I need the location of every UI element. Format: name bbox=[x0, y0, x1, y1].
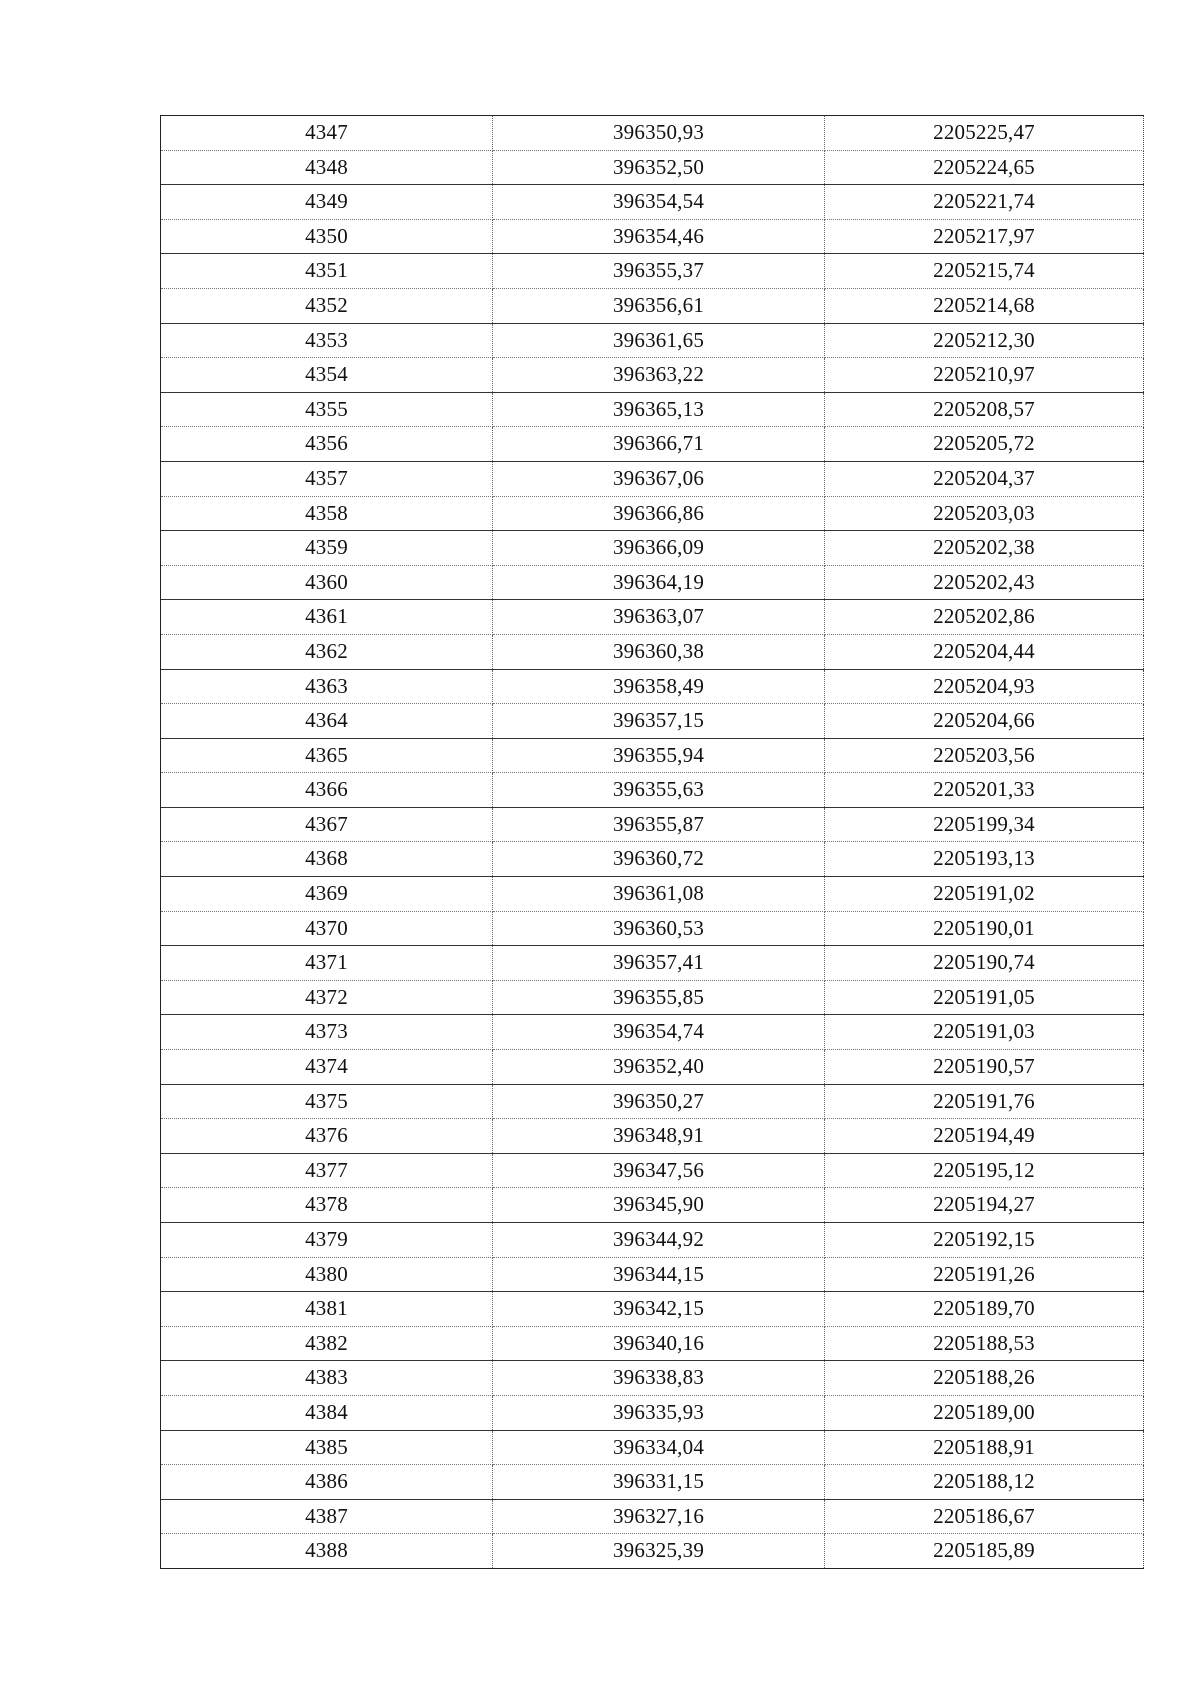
y-coordinate-cell: 2205224,65 bbox=[825, 150, 1144, 185]
y-coordinate-cell: 2205202,38 bbox=[825, 531, 1144, 566]
point-number-cell: 4373 bbox=[161, 1015, 493, 1050]
x-coordinate-cell: 396325,39 bbox=[493, 1534, 825, 1569]
point-number-cell: 4377 bbox=[161, 1153, 493, 1188]
point-number-cell: 4380 bbox=[161, 1257, 493, 1292]
table-row bbox=[161, 1430, 1144, 1465]
point-number-cell: 4354 bbox=[161, 358, 493, 393]
y-coordinate-cell: 2205215,74 bbox=[825, 254, 1144, 289]
point-number-cell: 4388 bbox=[161, 1534, 493, 1569]
point-number-cell: 4360 bbox=[161, 565, 493, 600]
x-coordinate-cell: 396366,86 bbox=[493, 496, 825, 531]
table-row bbox=[161, 842, 1144, 877]
x-coordinate-cell: 396342,15 bbox=[493, 1292, 825, 1327]
point-number-cell: 4365 bbox=[161, 738, 493, 773]
table-row bbox=[161, 773, 1144, 808]
x-coordinate-cell: 396356,61 bbox=[493, 288, 825, 323]
y-coordinate-cell: 2205190,57 bbox=[825, 1050, 1144, 1085]
y-coordinate-cell: 2205221,74 bbox=[825, 185, 1144, 220]
y-coordinate-cell: 2205186,67 bbox=[825, 1499, 1144, 1534]
x-coordinate-cell: 396344,15 bbox=[493, 1257, 825, 1292]
y-coordinate-cell: 2205202,86 bbox=[825, 600, 1144, 635]
point-number-cell: 4371 bbox=[161, 946, 493, 981]
point-number-cell: 4378 bbox=[161, 1188, 493, 1223]
x-coordinate-cell: 396365,13 bbox=[493, 392, 825, 427]
y-coordinate-cell: 2205210,97 bbox=[825, 358, 1144, 393]
point-number-cell: 4359 bbox=[161, 531, 493, 566]
table-row bbox=[161, 1361, 1144, 1396]
x-coordinate-cell: 396358,49 bbox=[493, 669, 825, 704]
x-coordinate-cell: 396344,92 bbox=[493, 1223, 825, 1258]
table-row bbox=[161, 1292, 1144, 1327]
y-coordinate-cell: 2205217,97 bbox=[825, 219, 1144, 254]
x-coordinate-cell: 396350,93 bbox=[493, 116, 825, 151]
table-row bbox=[161, 427, 1144, 462]
table-row bbox=[161, 1015, 1144, 1050]
x-coordinate-cell: 396355,94 bbox=[493, 738, 825, 773]
table-row bbox=[161, 738, 1144, 773]
point-number-cell: 4372 bbox=[161, 980, 493, 1015]
point-number-cell: 4357 bbox=[161, 461, 493, 496]
x-coordinate-cell: 396363,22 bbox=[493, 358, 825, 393]
point-number-cell: 4382 bbox=[161, 1326, 493, 1361]
table-row bbox=[161, 1326, 1144, 1361]
table-row bbox=[161, 219, 1144, 254]
point-number-cell: 4374 bbox=[161, 1050, 493, 1085]
x-coordinate-cell: 396355,63 bbox=[493, 773, 825, 808]
y-coordinate-cell: 2205208,57 bbox=[825, 392, 1144, 427]
point-number-cell: 4361 bbox=[161, 600, 493, 635]
x-coordinate-cell: 396338,83 bbox=[493, 1361, 825, 1396]
x-coordinate-cell: 396355,85 bbox=[493, 980, 825, 1015]
x-coordinate-cell: 396361,65 bbox=[493, 323, 825, 358]
table-row bbox=[161, 565, 1144, 600]
y-coordinate-cell: 2205202,43 bbox=[825, 565, 1144, 600]
y-coordinate-cell: 2205188,91 bbox=[825, 1430, 1144, 1465]
x-coordinate-cell: 396360,53 bbox=[493, 911, 825, 946]
y-coordinate-cell: 2205204,66 bbox=[825, 704, 1144, 739]
point-number-cell: 4387 bbox=[161, 1499, 493, 1534]
table-row bbox=[161, 1465, 1144, 1500]
point-number-cell: 4368 bbox=[161, 842, 493, 877]
x-coordinate-cell: 396354,74 bbox=[493, 1015, 825, 1050]
x-coordinate-cell: 396340,16 bbox=[493, 1326, 825, 1361]
x-coordinate-cell: 396366,09 bbox=[493, 531, 825, 566]
x-coordinate-cell: 396360,38 bbox=[493, 634, 825, 669]
point-number-cell: 4364 bbox=[161, 704, 493, 739]
x-coordinate-cell: 396361,08 bbox=[493, 877, 825, 912]
table-row bbox=[161, 116, 1144, 151]
y-coordinate-cell: 2205214,68 bbox=[825, 288, 1144, 323]
y-coordinate-cell: 2205194,27 bbox=[825, 1188, 1144, 1223]
point-number-cell: 4379 bbox=[161, 1223, 493, 1258]
x-coordinate-cell: 396352,50 bbox=[493, 150, 825, 185]
point-number-cell: 4386 bbox=[161, 1465, 493, 1500]
y-coordinate-cell: 2205189,70 bbox=[825, 1292, 1144, 1327]
x-coordinate-cell: 396363,07 bbox=[493, 600, 825, 635]
x-coordinate-cell: 396347,56 bbox=[493, 1153, 825, 1188]
table-row bbox=[161, 807, 1144, 842]
point-number-cell: 4367 bbox=[161, 807, 493, 842]
y-coordinate-cell: 2205188,12 bbox=[825, 1465, 1144, 1500]
x-coordinate-cell: 396334,04 bbox=[493, 1430, 825, 1465]
coordinates-table bbox=[160, 115, 1144, 1569]
table-row bbox=[161, 704, 1144, 739]
table-row bbox=[161, 1153, 1144, 1188]
point-number-cell: 4383 bbox=[161, 1361, 493, 1396]
point-number-cell: 4353 bbox=[161, 323, 493, 358]
coordinates-table-body bbox=[161, 116, 1144, 1569]
point-number-cell: 4381 bbox=[161, 1292, 493, 1327]
table-row bbox=[161, 669, 1144, 704]
table-row bbox=[161, 1119, 1144, 1154]
y-coordinate-cell: 2205203,56 bbox=[825, 738, 1144, 773]
point-number-cell: 4351 bbox=[161, 254, 493, 289]
y-coordinate-cell: 2205191,76 bbox=[825, 1084, 1144, 1119]
x-coordinate-cell: 396335,93 bbox=[493, 1395, 825, 1430]
x-coordinate-cell: 396350,27 bbox=[493, 1084, 825, 1119]
y-coordinate-cell: 2205191,05 bbox=[825, 980, 1144, 1015]
point-number-cell: 4352 bbox=[161, 288, 493, 323]
table-row bbox=[161, 185, 1144, 220]
x-coordinate-cell: 396348,91 bbox=[493, 1119, 825, 1154]
table-row bbox=[161, 877, 1144, 912]
table-row bbox=[161, 288, 1144, 323]
table-row bbox=[161, 1188, 1144, 1223]
y-coordinate-cell: 2205199,34 bbox=[825, 807, 1144, 842]
point-number-cell: 4375 bbox=[161, 1084, 493, 1119]
table-row bbox=[161, 496, 1144, 531]
table-row bbox=[161, 911, 1144, 946]
x-coordinate-cell: 396355,87 bbox=[493, 807, 825, 842]
y-coordinate-cell: 2205194,49 bbox=[825, 1119, 1144, 1154]
x-coordinate-cell: 396345,90 bbox=[493, 1188, 825, 1223]
y-coordinate-cell: 2205185,89 bbox=[825, 1534, 1144, 1569]
table-row bbox=[161, 461, 1144, 496]
point-number-cell: 4362 bbox=[161, 634, 493, 669]
y-coordinate-cell: 2205191,26 bbox=[825, 1257, 1144, 1292]
point-number-cell: 4369 bbox=[161, 877, 493, 912]
point-number-cell: 4348 bbox=[161, 150, 493, 185]
table-row bbox=[161, 946, 1144, 981]
x-coordinate-cell: 396366,71 bbox=[493, 427, 825, 462]
y-coordinate-cell: 2205189,00 bbox=[825, 1395, 1144, 1430]
x-coordinate-cell: 396357,41 bbox=[493, 946, 825, 981]
y-coordinate-cell: 2205191,03 bbox=[825, 1015, 1144, 1050]
x-coordinate-cell: 396354,54 bbox=[493, 185, 825, 220]
y-coordinate-cell: 2205204,44 bbox=[825, 634, 1144, 669]
point-number-cell: 4363 bbox=[161, 669, 493, 704]
y-coordinate-cell: 2205201,33 bbox=[825, 773, 1144, 808]
y-coordinate-cell: 2205193,13 bbox=[825, 842, 1144, 877]
y-coordinate-cell: 2205188,26 bbox=[825, 1361, 1144, 1396]
point-number-cell: 4355 bbox=[161, 392, 493, 427]
y-coordinate-cell: 2205212,30 bbox=[825, 323, 1144, 358]
table-row bbox=[161, 1395, 1144, 1430]
y-coordinate-cell: 2205204,93 bbox=[825, 669, 1144, 704]
x-coordinate-cell: 396331,15 bbox=[493, 1465, 825, 1500]
point-number-cell: 4370 bbox=[161, 911, 493, 946]
table-row bbox=[161, 1223, 1144, 1258]
table-row bbox=[161, 1534, 1144, 1569]
table-row bbox=[161, 1084, 1144, 1119]
y-coordinate-cell: 2205204,37 bbox=[825, 461, 1144, 496]
point-number-cell: 4376 bbox=[161, 1119, 493, 1154]
table-row bbox=[161, 392, 1144, 427]
point-number-cell: 4384 bbox=[161, 1395, 493, 1430]
table-row bbox=[161, 323, 1144, 358]
y-coordinate-cell: 2205190,74 bbox=[825, 946, 1144, 981]
point-number-cell: 4366 bbox=[161, 773, 493, 808]
table-row bbox=[161, 600, 1144, 635]
table-row bbox=[161, 980, 1144, 1015]
y-coordinate-cell: 2205195,12 bbox=[825, 1153, 1144, 1188]
point-number-cell: 4385 bbox=[161, 1430, 493, 1465]
table-row bbox=[161, 634, 1144, 669]
x-coordinate-cell: 396352,40 bbox=[493, 1050, 825, 1085]
table-row bbox=[161, 1050, 1144, 1085]
x-coordinate-cell: 396327,16 bbox=[493, 1499, 825, 1534]
x-coordinate-cell: 396364,19 bbox=[493, 565, 825, 600]
table-row bbox=[161, 254, 1144, 289]
y-coordinate-cell: 2205205,72 bbox=[825, 427, 1144, 462]
point-number-cell: 4358 bbox=[161, 496, 493, 531]
y-coordinate-cell: 2205192,15 bbox=[825, 1223, 1144, 1258]
table-row bbox=[161, 150, 1144, 185]
x-coordinate-cell: 396357,15 bbox=[493, 704, 825, 739]
x-coordinate-cell: 396354,46 bbox=[493, 219, 825, 254]
point-number-cell: 4349 bbox=[161, 185, 493, 220]
table-row bbox=[161, 358, 1144, 393]
table-row bbox=[161, 1499, 1144, 1534]
table-row bbox=[161, 1257, 1144, 1292]
y-coordinate-cell: 2205225,47 bbox=[825, 116, 1144, 151]
x-coordinate-cell: 396367,06 bbox=[493, 461, 825, 496]
x-coordinate-cell: 396355,37 bbox=[493, 254, 825, 289]
y-coordinate-cell: 2205203,03 bbox=[825, 496, 1144, 531]
point-number-cell: 4347 bbox=[161, 116, 493, 151]
y-coordinate-cell: 2205190,01 bbox=[825, 911, 1144, 946]
point-number-cell: 4350 bbox=[161, 219, 493, 254]
point-number-cell: 4356 bbox=[161, 427, 493, 462]
y-coordinate-cell: 2205188,53 bbox=[825, 1326, 1144, 1361]
table-row bbox=[161, 531, 1144, 566]
y-coordinate-cell: 2205191,02 bbox=[825, 877, 1144, 912]
x-coordinate-cell: 396360,72 bbox=[493, 842, 825, 877]
